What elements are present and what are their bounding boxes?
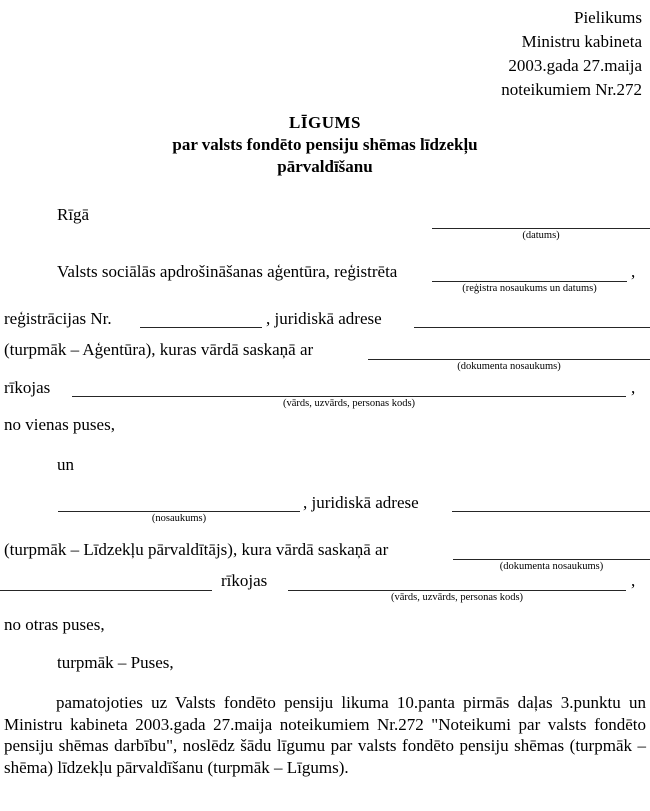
date-caption: (datums) xyxy=(522,230,560,241)
header-line-3: 2003.gada 27.maija xyxy=(508,56,642,75)
party-one-document-blank-rule[interactable] xyxy=(368,359,650,360)
party-one-line4-comma: , xyxy=(631,378,636,397)
party-one-address-blank-rule[interactable] xyxy=(414,327,650,328)
city-label: Rīgā xyxy=(57,205,90,224)
party-one-reg-number-label: reģistrācijas Nr. xyxy=(4,309,112,328)
party-two-address-blank-rule[interactable] xyxy=(452,511,650,512)
party-one-register-blank-rule[interactable] xyxy=(432,281,627,282)
date-blank-rule[interactable] xyxy=(432,228,650,229)
party-one-signatory-blank-rule[interactable] xyxy=(72,396,626,397)
title-subtitle-line-2: pārvaldīšanu xyxy=(277,157,373,176)
header-line-4: noteikumiem Nr.272 xyxy=(501,80,642,99)
party-two-name-blank-rule[interactable] xyxy=(58,511,300,512)
party-two-document-blank-rule[interactable] xyxy=(453,559,650,560)
party-two-signatory-caption: (vārds, uzvārds, personas kods) xyxy=(390,592,524,603)
party-one-reg-number-blank-rule[interactable] xyxy=(140,327,262,328)
party-two-address-label: , juridiskā adrese xyxy=(303,493,419,512)
title-subtitle-line-1: par valsts fondēto pensiju shēmas līdzekļu xyxy=(172,135,478,154)
party-one-closing-text: no vienas puses, xyxy=(4,415,115,434)
party-two-name-caption: (nosaukums) xyxy=(151,513,207,524)
party-two-signatory-prefix-blank-rule[interactable] xyxy=(0,590,212,591)
document-title-block xyxy=(0,112,650,178)
party-two-document-caption: (dokumenta nosaukums) xyxy=(499,561,604,572)
parties-term-text: turpmāk – Puses, xyxy=(57,653,174,672)
party-one-line3-text: (turpmāk – Aģentūra), kuras vārdā saskaņā ar xyxy=(4,340,314,359)
party-one-document-caption: (dokumenta nosaukums) xyxy=(457,361,561,372)
page-title: LĪGUMS xyxy=(289,113,361,132)
party-one-line1-comma: , xyxy=(631,262,636,281)
header-line-1: Pielikums xyxy=(573,8,642,27)
closing-paragraph: pamatojoties uz Valsts fondēto pensiju likuma 10.panta pirmās daļas 3.punktu un Ministru kabineta 2003.gada 27.maija noteikumiem Nr.272 "Noteikumi par valsts fondēto pensiju shēmas darbību", noslēdz šādu līgumu par valsts fondēto pensiju shēmas (turpmāk – shēma) līdzekļu pārvaldīšanu (turpmāk – Līgums). xyxy=(4,693,646,777)
party-one-signatory-label: rīkojas xyxy=(4,378,51,397)
party-two-signatory-label: rīkojas xyxy=(221,571,268,590)
party-two-line3-comma: , xyxy=(631,571,636,590)
party-two-signatory-blank-rule[interactable] xyxy=(288,590,626,591)
party-one-register-caption: (reģistra nosaukums un datums) xyxy=(462,283,597,294)
party-one-signatory-caption: (vārds, uzvārds, personas kods) xyxy=(282,398,416,409)
conjunction-label: un xyxy=(57,455,74,474)
party-two-line2-text: (turpmāk – Līdzekļu pārvaldītājs), kura vārdā saskaņā ar xyxy=(4,540,389,559)
party-two-closing-text: no otras puses, xyxy=(4,615,105,634)
document-header xyxy=(501,6,642,102)
party-one-address-label: , juridiskā adrese xyxy=(266,309,382,328)
party-one-line1-text: Valsts sociālās apdrošināšanas aģentūra, reģistrēta xyxy=(57,262,398,281)
header-line-2: Ministru kabineta xyxy=(521,32,642,51)
